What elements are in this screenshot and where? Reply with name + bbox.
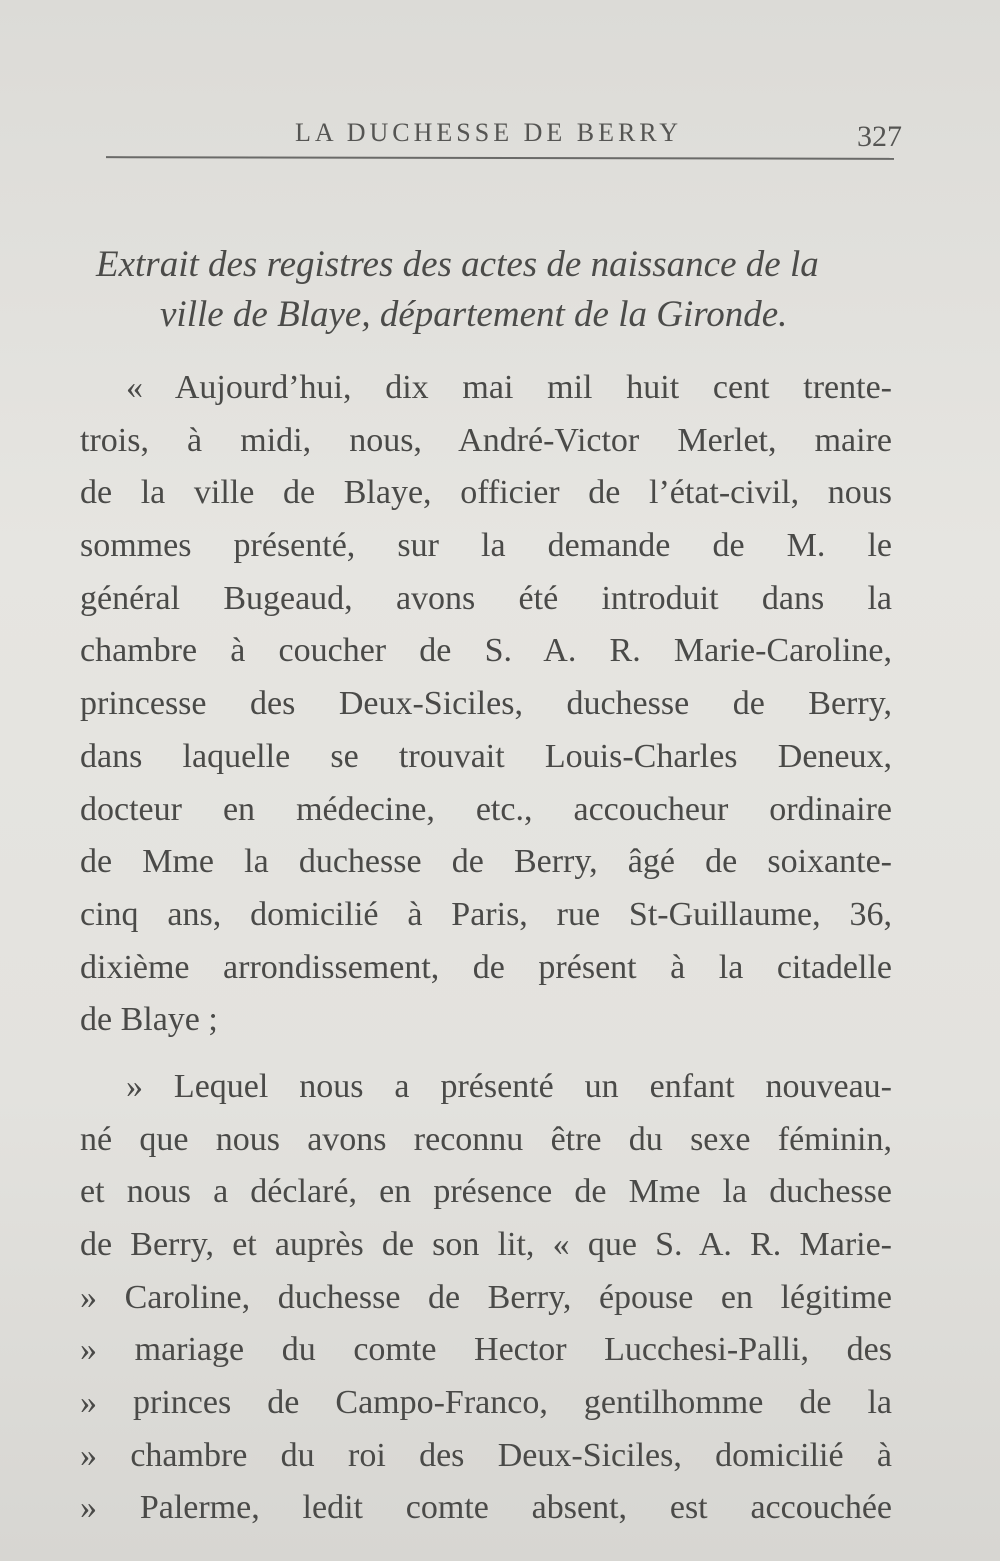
- text-line: » mariage du comte Hector Lucchesi-Palli, des: [80, 1331, 892, 1369]
- text-line: né que nous avons reconnu être du sexe féminin,: [80, 1120, 892, 1158]
- body-text: [80, 362, 892, 1535]
- text-line: docteur en médecine, etc., accoucheur ordinaire: [80, 790, 892, 828]
- page-header: [100, 112, 900, 160]
- text-line: » princes de Campo-Franco, gentilhomme de la: [80, 1384, 892, 1422]
- text-line: de Berry, et auprès de son lit, « que S. A. R. Marie-: [80, 1226, 892, 1263]
- paragraph: [80, 1061, 892, 1535]
- text-line: chambre à coucher de S. A. R. Marie-Caroline,: [80, 632, 892, 670]
- text-line: cinq ans, domicilié à Paris, rue St-Guillaume, 36,: [80, 895, 892, 933]
- running-title: LA DUCHESSE DE BERRY: [295, 118, 682, 147]
- text-line: dixième arrondissement, de présent à la citadelle: [80, 948, 892, 986]
- text-line: « Aujourd’hui, dix mai mil huit cent trente-: [126, 369, 892, 406]
- text-line: princesse des Deux-Siciles, duchesse de Berry,: [80, 685, 892, 723]
- page-number: 327: [857, 120, 902, 153]
- document-heading: [96, 240, 896, 340]
- text-line: et nous a déclaré, en présence de Mme la duchesse: [80, 1173, 892, 1211]
- text-line: » Lequel nous a présenté un enfant nouveau-: [126, 1067, 892, 1105]
- text-line: de la ville de Blaye, officier de l’état-civil, nous: [80, 474, 892, 512]
- text-line: général Bugeaud, avons été introduit dans la: [80, 579, 892, 617]
- heading-line: ville de Blaye, département de la Gironde.: [160, 294, 788, 335]
- paragraph: [80, 362, 892, 1047]
- text-line: dans laquelle se trouvait Louis-Charles Deneux,: [80, 737, 892, 775]
- text-line: trois, à midi, nous, André-Victor Merlet, maire: [80, 421, 892, 459]
- text-line: » chambre du roi des Deux-Siciles, domicilié à: [80, 1436, 892, 1474]
- heading-line: Extrait des registres des actes de naissance de la: [96, 244, 819, 285]
- text-line: sommes présenté, sur la demande de M. le: [80, 527, 892, 565]
- text-line: » Palerme, ledit comte absent, est accouchée: [80, 1489, 892, 1527]
- text-line: de Blaye ;: [80, 1001, 218, 1039]
- text-line: » Caroline, duchesse de Berry, épouse en légitime: [80, 1278, 892, 1316]
- text-line: de Mme la duchesse de Berry, âgé de soixante-: [80, 843, 892, 881]
